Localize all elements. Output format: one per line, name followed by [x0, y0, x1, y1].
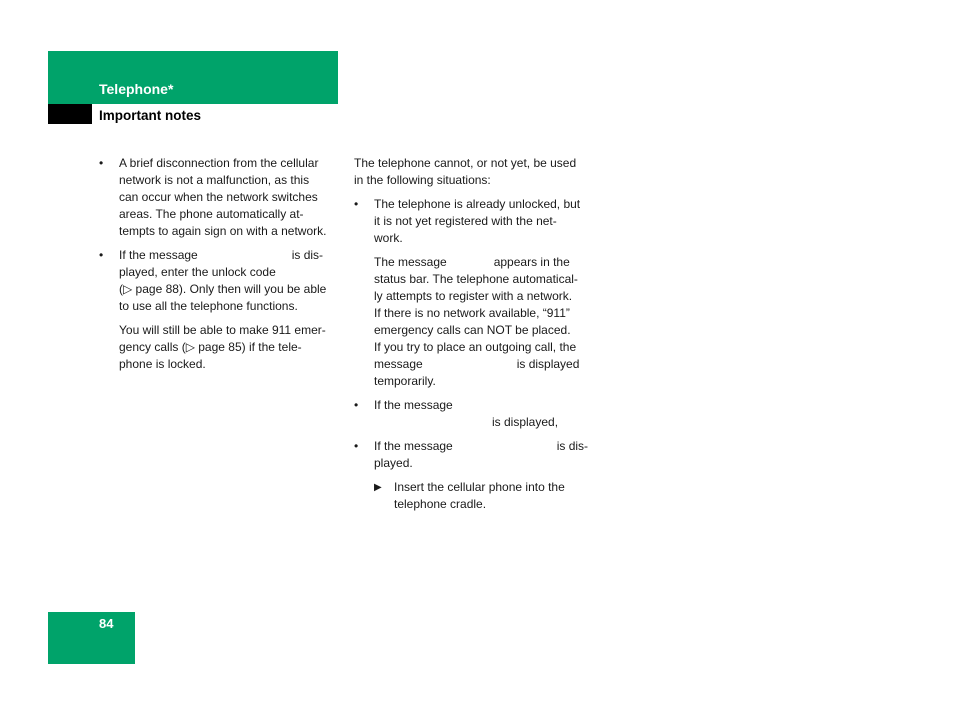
text-line: network is not a malfunction, as this — [119, 173, 310, 187]
header-band — [48, 51, 338, 104]
text-fragment: If the message — [119, 248, 198, 262]
page-number: 84 — [99, 616, 114, 631]
text-line: emergency calls can NOT be placed. — [374, 323, 571, 337]
text-fragment: appears in the — [493, 255, 570, 269]
text-line — [374, 438, 599, 455]
section-title: Important notes — [99, 108, 202, 123]
text-line: gency calls (▷ page 85) if the tele- — [119, 340, 302, 354]
arrow-right-icon: ▶ — [374, 482, 382, 493]
text-line: If there is no network available, “911” — [374, 306, 570, 320]
left-column — [99, 155, 344, 373]
text-line: The telephone cannot, or not yet, be used — [354, 156, 577, 170]
page-number-band — [48, 612, 135, 664]
text-line: The telephone is already unlocked, but — [374, 197, 581, 211]
text-line — [119, 247, 344, 264]
chapter-title: Telephone* — [99, 81, 174, 97]
text-line: status bar. The telephone automatical- — [374, 272, 578, 286]
bullet-dot: • — [354, 439, 359, 453]
list-item — [99, 155, 344, 240]
text-line: A brief disconnection from the cellular — [119, 156, 319, 170]
text-line: it is not yet registered with the net- — [374, 214, 557, 228]
text-line: played. — [374, 456, 413, 470]
text-line: Insert the cellular phone into the — [394, 480, 565, 494]
text-line: in the following situations: — [354, 173, 491, 187]
paragraph — [354, 254, 599, 390]
text-line: temporarily. — [374, 374, 436, 388]
text-fragment: is displayed — [516, 357, 580, 371]
text-fragment: message — [374, 357, 423, 371]
text-fragment: The message — [374, 255, 447, 269]
bullet-dot: • — [99, 156, 104, 170]
text-line: to use all the telephone functions. — [119, 299, 298, 313]
text-line: tempts to again sign on with a network. — [119, 224, 327, 238]
list-item — [99, 247, 344, 315]
text-line: telephone cradle. — [394, 497, 487, 511]
section-marker — [48, 104, 92, 124]
action-step — [354, 479, 599, 513]
text-line: If you try to place an outgoing call, the — [374, 340, 577, 354]
bullet-dot: • — [354, 197, 359, 211]
text-line: ly attempts to register with a network. — [374, 289, 573, 303]
bullet-dot: • — [354, 398, 359, 412]
text-fragment: If the message — [374, 439, 453, 453]
text-line: areas. The phone automatically at- — [119, 207, 304, 221]
text-line: (▷ page 88). Only then will you be able — [119, 282, 327, 296]
text-line: work. — [374, 231, 403, 245]
right-column — [354, 155, 599, 513]
text-line — [374, 356, 599, 373]
text-fragment: is dis- — [556, 439, 589, 453]
text-fragment: is dis- — [291, 248, 324, 262]
paragraph — [354, 155, 599, 189]
text-line: You will still be able to make 911 emer- — [119, 323, 326, 337]
text-line: can occur when the network switches — [119, 190, 318, 204]
bullet-dot: • — [99, 248, 104, 262]
list-item — [354, 196, 599, 247]
text-line: is displayed, — [492, 415, 559, 429]
paragraph — [99, 322, 344, 373]
text-line — [374, 254, 599, 271]
text-line: phone is locked. — [119, 357, 206, 371]
text-line: played, enter the unlock code — [119, 265, 276, 279]
list-item — [354, 397, 599, 431]
list-item — [354, 438, 599, 472]
text-line: If the message — [374, 398, 453, 412]
